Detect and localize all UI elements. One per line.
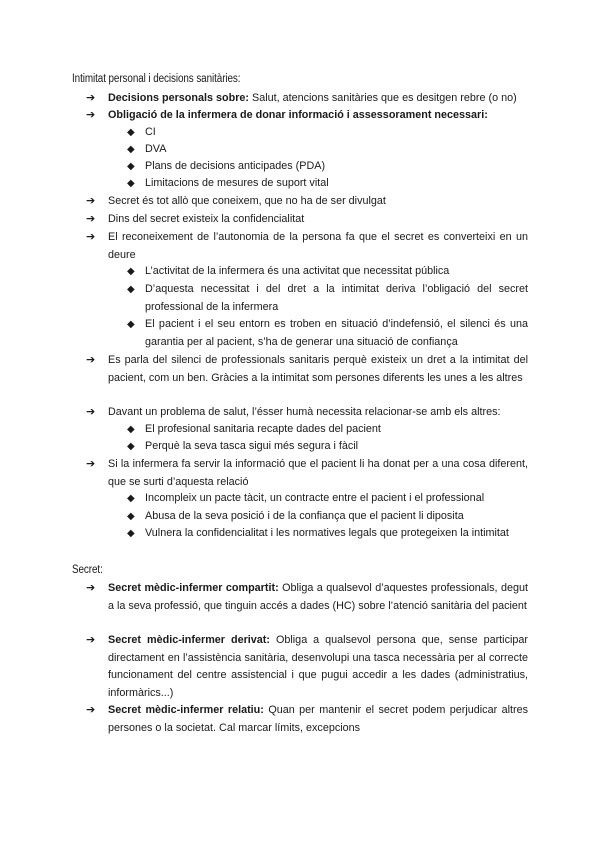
diamond-icon: ◆ bbox=[127, 127, 135, 138]
diamond-icon: ◆ bbox=[127, 528, 135, 539]
sub-list-item: ◆ El pacient i el seu entorn es troben en situació d’indefensió, el silenci és una garantia per al pacient, s’ha de generar una situació de confiança bbox=[127, 318, 528, 348]
list-item: ➔ Es parla del silenci de professionals sanitaris perquè existeix un dret a la intimitat del pacient, com un ben. Gràcies a la intimitat som persones diferents les unes a les altres bbox=[86, 354, 528, 384]
list-item: ➔ Secret mèdic-infermer compartit: Obliga a qualsevol d’aquestes professionals, degut a la seva professió, que tinguin accés a dades (HC) sobre l’atenció sanitària del pacient bbox=[86, 582, 528, 612]
diamond-icon: ◆ bbox=[127, 144, 135, 155]
sub-list-item: ◆ CI bbox=[145, 124, 528, 142]
list-item: ➔ Secret és tot allò que coneixem, que no ha de ser divulgat bbox=[108, 193, 528, 211]
diamond-icon: ◆ bbox=[127, 266, 135, 277]
list-item: ➔ Decisions personals sobre: Salut, atencions sanitàries que es desitgen rebre (o no) bbox=[108, 90, 528, 108]
diamond-icon: ◆ bbox=[127, 319, 135, 330]
arrow-icon: ➔ bbox=[86, 458, 96, 470]
diamond-icon: ◆ bbox=[127, 178, 135, 189]
sub-list-item: ◆ Incompleix un pacte tàcit, un contracte entre el pacient i el professional bbox=[145, 490, 528, 508]
sub-list-item: ◆ Perquè la seva tasca sigui més segura i fàcil bbox=[145, 438, 528, 456]
sub-list-item: ◆ Plans de decisions anticipades (PDA) bbox=[145, 158, 528, 176]
sub-list-item: ◆ Limitacions de mesures de suport vital bbox=[145, 175, 528, 193]
list-item: ➔ Obligació de la infermera de donar informació i assessorament necessari: bbox=[108, 107, 528, 125]
diamond-icon: ◆ bbox=[127, 511, 135, 522]
arrow-icon: ➔ bbox=[86, 354, 96, 366]
sub-list-item: ◆ L’activitat de la infermera és una activitat que necessitat pública bbox=[145, 263, 528, 281]
sub-list-item: ◆ Abusa de la seva posició i de la confiança que el pacient li diposita bbox=[145, 508, 528, 526]
list-item: ➔ Secret mèdic-infermer relatiu: Quan per mantenir el secret podem perjudicar altres persones o la societat. Cal marcar límits, excepcions bbox=[86, 704, 529, 734]
diamond-icon: ◆ bbox=[127, 493, 135, 504]
arrow-icon: ➔ bbox=[86, 634, 96, 646]
arrow-icon: ➔ bbox=[86, 406, 96, 418]
arrow-icon: ➔ bbox=[86, 231, 96, 243]
diamond-icon: ◆ bbox=[127, 161, 135, 172]
diamond-icon: ◆ bbox=[127, 441, 135, 452]
list-item: ➔ El reconeixement de l’autonomia de la persona fa que el secret es converteixi en un deure bbox=[86, 231, 528, 261]
arrow-icon: ➔ bbox=[86, 582, 96, 594]
section-title-secret: Secret: bbox=[72, 564, 103, 576]
diamond-icon: ◆ bbox=[127, 284, 135, 295]
list-item: ➔ Dins del secret existeix la confidencialitat bbox=[108, 211, 528, 229]
arrow-icon: ➔ bbox=[86, 109, 96, 121]
list-item: ➔ Secret mèdic-infermer derivat: Obliga a qualsevol persona que, sense participar directament en l’assistència sanitària, desenvolupi una tasca necessària per al correcte funcionament del centre assistencial i que pugui accedir a les dades (administratius, informàrics...) bbox=[86, 634, 528, 699]
diamond-icon: ◆ bbox=[127, 424, 135, 435]
arrow-icon: ➔ bbox=[86, 195, 96, 207]
sub-list-item: ◆ D’aquesta necessitat i del dret a la intimitat deriva l’obligació del secret professional de la infermera bbox=[127, 283, 528, 313]
sub-list-item: ◆ El profesional sanitaria recapte dades del pacient bbox=[145, 421, 528, 439]
arrow-icon: ➔ bbox=[86, 92, 96, 104]
section-title-intimitat: Intimitat personal i decisions sanitàries: bbox=[72, 73, 241, 85]
sub-list-item: ◆ Vulnera la confidencialitat i les normatives legals que protegeixen la intimitat bbox=[145, 525, 528, 543]
sub-list-item: ◆ DVA bbox=[145, 141, 528, 159]
list-item: ➔ Davant un problema de salut, l’ésser humà necessita relacionar-se amb els altres: bbox=[108, 404, 528, 422]
arrow-icon: ➔ bbox=[86, 704, 96, 716]
list-item: ➔ Si la infermera fa servir la informació que el pacient li ha donat per a una cosa diferent, que se surti d’aquesta relació bbox=[86, 458, 528, 488]
arrow-icon: ➔ bbox=[86, 213, 96, 225]
